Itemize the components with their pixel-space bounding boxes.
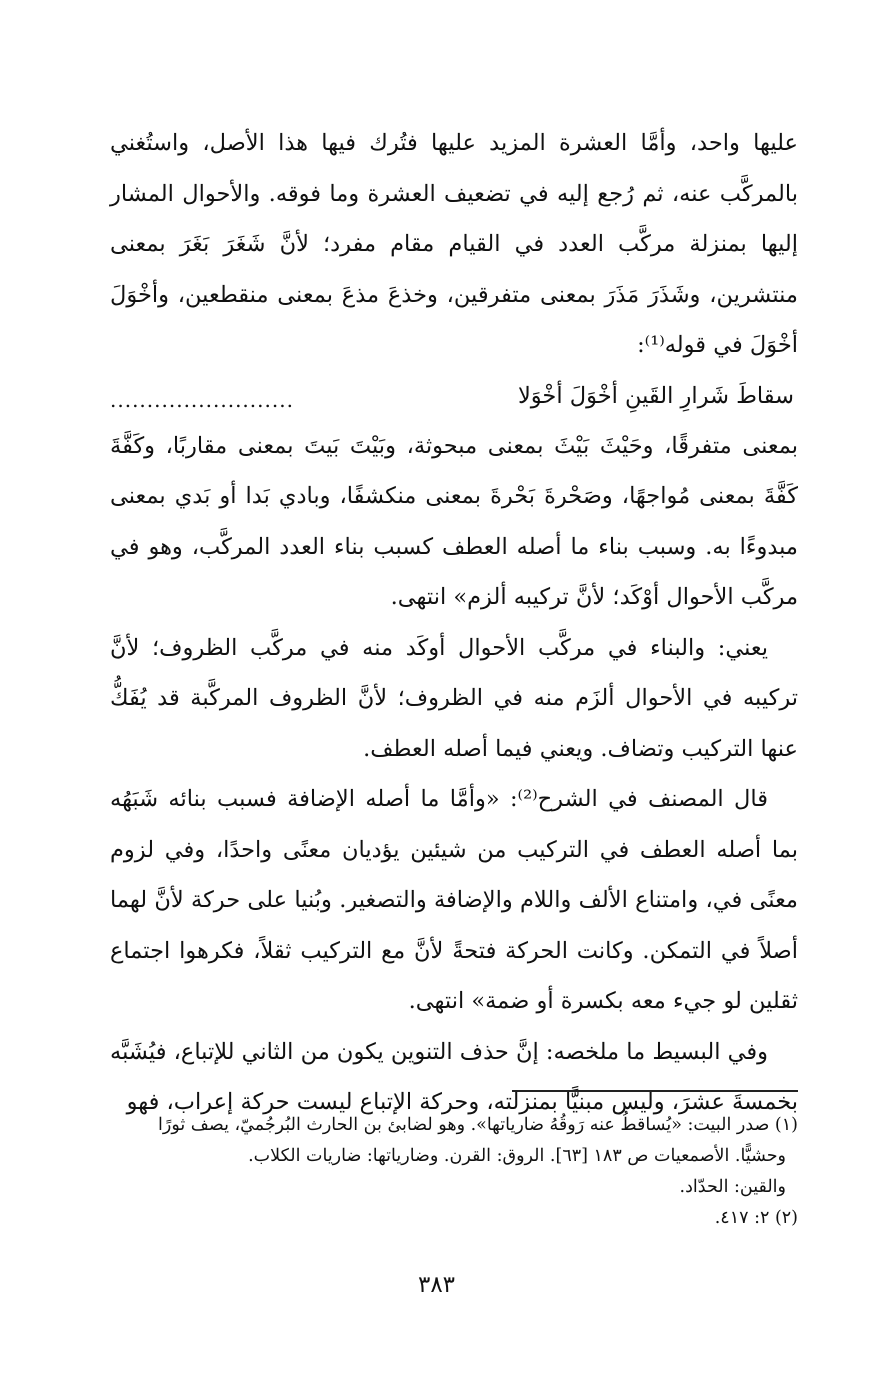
footnote-divider [512,1090,798,1092]
paragraph-1: عليها واحد، وأمَّا العشرة المزيد عليها فتُرك فيها هذا الأصل، واستُغني بالمركَّب عنه، ثم رُجع إليه في تضعيف العشرة وما فوقه. والأحوال المشار إليها بمنزلة مركَّب العدد في القيام مقام مفرد؛ لأنَّ شَغَرَ بَغَرَ بمعنى منتشرين، وشَذَرَ مَذَرَ بمعنى متفرقين، وخذعَ مذعَ بمعنى منقطعين، وأخْوَلَ أخْوَلَ في قوله⁽¹⁾: [110,130,798,358]
paragraph-5: وفي البسيط ما ملخصه: إنَّ حذف التنوين يكون من الثاني للإتباع، فيُشَبَّه بخمسةَ عشرَ، وليس مبنيًّا بمنزلته، وحركة الإتباع ليست حركة إعراب، فهو [110,1038,798,1115]
paragraph-4: قال المصنف في الشرح⁽²⁾: «وأمَّا ما أصله الإضافة فسبب بنائه شَبَهُه بما أصله العطف في التركيب من شيئين يؤديان معنًى واحدًا، وفي لزوم معنًى في، وامتناع الألف واللام والإضافة والتصغير. وبُنيا على حركة لأنَّ لهما أصلاً في التمكن. وكانت الحركة فتحةً لأنَّ مع التركيب ثقلاً، فكرهوا اجتماع ثقلين لو جيء معه بكسرة أو ضمة» انتهى. [110,786,798,1014]
main-text [110,118,798,1128]
verse-omitted-hemistich: ......................... [110,387,294,412]
page-number: ٣٨٣ [417,1272,456,1298]
footnote-2: (٢) ٢: ٤١٧. [714,1208,798,1228]
footnote-1-continued: وحشيًّا. الأصمعيات ص ١٨٣ [٦٣]. الروق: القرن. وضارياتها: ضاريات الكلاب. [248,1146,786,1166]
verse-first-hemistich: سقاطَ شَرارِ القَينِ أخْوَلَ أخْوَلا [517,382,794,409]
page-content [110,118,798,1128]
paragraph-2: بمعنى متفرقًا، وحَيْثَ بَيْثَ بمعنى مبحوثة، وبَيْتَ بَيتَ بمعنى مقاربًا، وكَفَّةَ كَفَّةَ بمعنى مُواجهًا، وصَحْرةَ بَحْرةَ بمعنى منكشفًا، وبادي بَدا أو بَدي بمعنى مبدوءًا به. وسبب بناء ما أصله العطف كسبب بناء العدد المركَّب، وهو في مركَّب الأحوال أوْكَد؛ لأنَّ تركيبه ألزم» انتهى. [110,432,798,610]
footnote-1: (١) صدر البيت: «يُساقطُ عنه رَوقُهُ ضارياتها». وهو لضابئ بن الحارث البُرجُميّ، يصف ثورًا [158,1115,798,1135]
paragraph-3: يعني: والبناء في مركَّب الأحوال أوكَد منه في مركَّب الظروف؛ لأنَّ تركيبه في الأحوال ألزَم منه في الظروف؛ لأنَّ الظروف المركَّبة قد يُفَكُّ عنها التركيب وتضاف. ويعني فيما أصله العطف. [110,634,798,762]
footnote-1-end: والقين: الحدّاد. [679,1177,786,1197]
footnotes [110,1110,798,1234]
poetry-verse [110,371,798,421]
